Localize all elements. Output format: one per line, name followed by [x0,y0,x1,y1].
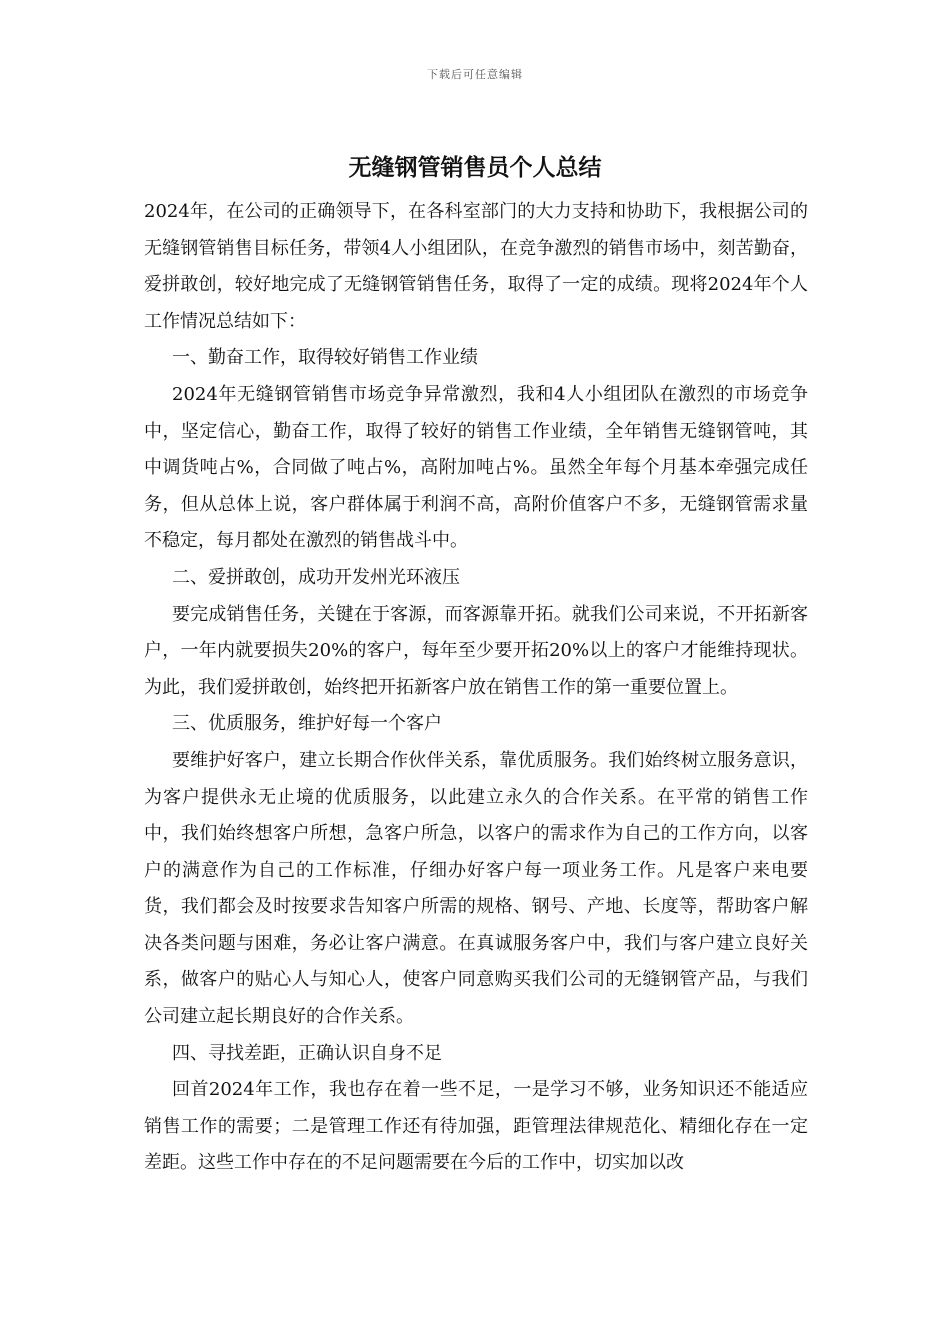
section-heading: 二、爱拼敢创，成功开发州光环液压 [172,566,460,588]
body-paragraph: 2024年无缝钢管销售市场竞争异常激烈，我和4人小组团队在激烈的市场竞争中，坚定信心，勤奋工作，取得了较好的销售工作业绩，全年销售无缝钢管吨，其中调货吨占%，合同做了吨占%，高附加吨占%。虽然全年每个月基本牵强完成任务，但从总体上说，客户群体属于利润不高，高附价值客户不多，无缝钢管需求量不稳定，每月都处在激烈的销售战斗中。 [144,383,808,552]
section-heading: 四、寻找差距，正确认识自身不足 [172,1042,442,1064]
body-paragraph: 回首2024年工作，我也存在着一些不足，一是学习不够，业务知识还不能适应销售工作的需要；二是管理工作还有待加强，距管理法律规范化、精细化存在一定差距。这些工作中存在的不足问题需要在今后的工作中，切实加以改 [144,1079,808,1174]
section-heading: 一、勤奋工作，取得较好销售工作业绩 [172,347,478,369]
body-paragraph: 要完成销售任务，关键在于客源，而客源靠开拓。就我们公司来说，不开拓新客户，一年内就要损失20%的客户，每年至少要开拓20%以上的客户才能维持现状。为此，我们爱拼敢创，始终把开拓新客户放在销售工作的第一重要位置上。 [144,603,808,698]
document-body [144,194,808,1182]
intro-paragraph: 2024年，在公司的正确领导下，在各科室部门的大力支持和协助下，我根据公司的无缝钢管销售目标任务，带领4人小组团队，在竞争激烈的销售市场中，刻苦勤奋，爱拼敢创，较好地完成了无缝钢管销售任务，取得了一定的成绩。现将2024年个人工作情况总结如下： [144,201,808,332]
header-note: 下载后可任意编辑 [427,68,523,81]
document-title: 无缝钢管销售员个人总结 [348,155,602,181]
body-paragraph: 要维护好客户，建立长期合作伙伴关系，靠优质服务。我们始终树立服务意识，为客户提供永无止境的优质服务，以此建立永久的合作关系。在平常的销售工作中，我们始终想客户所想，急客户所急，以客户的需求作为自己的工作方向，以客户的满意作为自己的工作标准，仔细办好客户每一项业务工作。凡是客户来电要货，我们都会及时按要求告知客户所需的规格、钢号、产地、长度等，帮助客户解决各类问题与困难，务必让客户满意。在真诚服务客户中，我们与客户建立良好关系，做客户的贴心人与知心人，使客户同意购买我们公司的无缝钢管产品，与我们公司建立起长期良好的合作关系。 [144,749,808,1028]
section-heading: 三、优质服务，维护好每一个客户 [172,713,442,735]
